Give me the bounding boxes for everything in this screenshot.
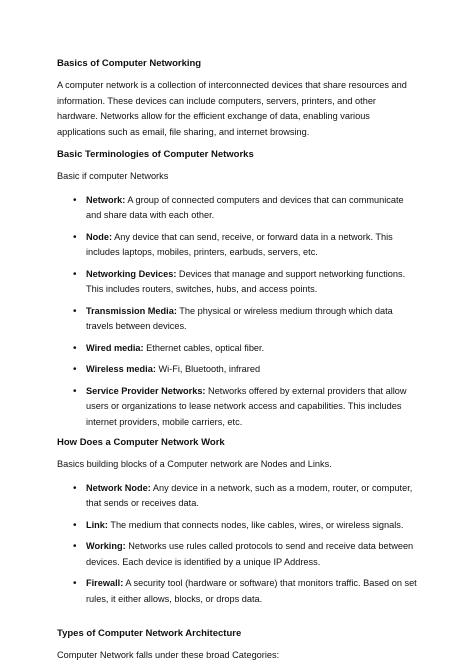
list-item-term: Wireless media: [86,364,156,374]
bullet-icon: • [73,305,77,317]
terminology-list [57,193,418,431]
bullet-icon: • [73,519,77,531]
list-item-term: Node: [86,231,113,242]
building-blocks-list [57,481,418,608]
bullet-icon: • [73,231,77,243]
list-item-term: Service Provider Networks: [86,385,206,396]
section-heading-architecture: Types of Computer Network Architecture [57,628,242,639]
list-item-text: Any device in a network, such as a modem, router, or computer, that sends or receives data. [86,482,413,508]
bullet-icon: • [73,342,77,354]
list-item-text: The medium that connects nodes, like cables, wires, or wireless signals. [107,519,404,530]
section-paragraph-basics: A computer network is a collection of interconnected devices that share resources and information. These devices can include computers, servers, printers, and other hardware. Networks allow for the efficient exchange of data, enabling various applications such as email, file sharing, and internet browsing. [57,80,407,137]
list-item [73,304,418,335]
list-item-text: Devices that manage and support networking functions. This includes routers, switches, hubs, and access points. [86,268,406,294]
bullet-icon: • [73,385,77,397]
section-paragraph-how-it-works: Basics building blocks of a Computer network are Nodes and Links. [57,459,332,469]
list-item-text: A security tool (hardware or software) that monitors traffic. Based on set rules, it either allows, blocks, or drops data. [86,578,417,604]
list-item-term: Working: [86,541,126,551]
list-item [73,539,418,570]
bullet-icon: • [73,364,77,375]
bullet-icon: • [73,578,77,589]
list-item [73,384,418,431]
list-item-text: Any device that can send, receive, or forward data in a network. This includes laptops, mobiles, printers, earbuds, servers, etc. [86,231,393,257]
list-item-term: Networking Devices: [86,268,177,279]
bullet-icon: • [73,482,77,494]
list-item [73,362,418,378]
bullet-icon: • [73,268,77,280]
list-item [73,518,418,534]
list-item-term: Network Node: [86,482,151,493]
section-paragraph-architecture: Computer Network falls under these broad Categories: [57,650,280,660]
list-item-term: Firewall: [86,578,124,588]
section-paragraph-terminologies: Basic if computer Networks [57,171,169,181]
list-item-term: Link: [86,519,108,530]
list-item-term: Wired media: [86,342,144,353]
list-item-text: Networks offered by external providers that allow users or organizations to lease network access and capabilities. This includes internet providers, mobile carriers, etc. [86,385,407,427]
bullet-icon: • [73,194,77,206]
section-heading-terminologies: Basic Terminologies of Computer Networks [57,149,254,160]
list-item-text: Ethernet cables, optical fiber. [143,342,265,353]
list-item-text: Networks use rules called protocols to send and receive data between devices. Each device is identified by a unique IP Address. [86,541,414,567]
list-item-term: Transmission Media: [86,305,177,316]
list-item-text: Wi-Fi, Bluetooth, infrared [155,364,261,374]
section-heading-basics: Basics of Computer Networking [57,58,202,69]
list-item [73,193,418,224]
list-item [73,230,418,261]
list-item [73,576,418,607]
list-item [73,481,418,512]
section-spacer [57,613,418,627]
list-item-term: Network: [86,194,126,205]
list-item [73,341,418,357]
section-heading-how-it-works: How Does a Computer Network Work [57,437,225,448]
list-item-text: A group of connected computers and devices that can communicate and share data with each other. [86,194,404,220]
bullet-icon: • [73,541,77,552]
list-item [73,267,418,298]
list-item-text: The physical or wireless medium through which data travels between devices. [86,305,393,331]
